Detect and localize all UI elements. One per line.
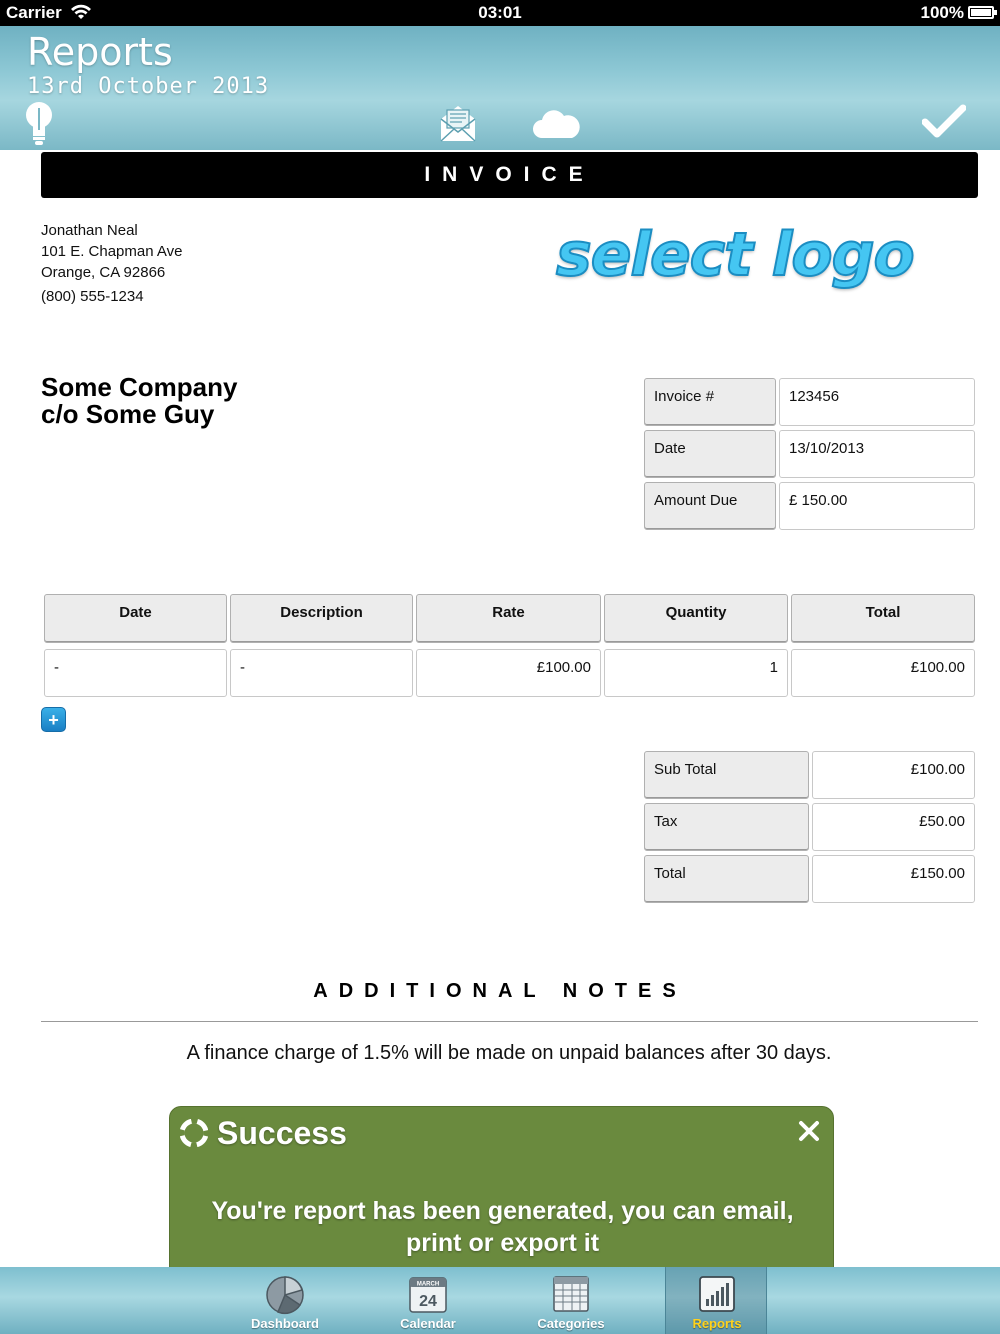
success-toast: [169, 1106, 834, 1281]
tab-dashboard-label: Dashboard: [251, 1316, 319, 1331]
toast-title: Success: [217, 1115, 347, 1151]
line-item-date[interactable]: -: [44, 649, 227, 697]
status-bar: [0, 0, 1000, 26]
total-label: Total: [644, 855, 809, 903]
calendar-icon: [407, 1273, 449, 1315]
amount-due-label: Amount Due: [644, 482, 776, 530]
page-title: Reports: [27, 30, 173, 74]
date-field[interactable]: 13/10/2013: [779, 430, 975, 478]
sender-address-line2: Orange, CA 92866: [41, 264, 166, 281]
invoice-number-field[interactable]: 123456: [779, 378, 975, 426]
notes-divider: [41, 1021, 978, 1022]
spreadsheet-icon: [550, 1273, 592, 1315]
carrier-label: Carrier: [6, 3, 62, 22]
tab-reports[interactable]: [665, 1267, 767, 1334]
calendar-icon-month: MARCH: [416, 1281, 440, 1288]
lightbulb-icon[interactable]: [22, 100, 56, 148]
tax-label: Tax: [644, 803, 809, 851]
battery-percent: 100%: [920, 3, 964, 22]
column-header-rate: Rate: [416, 594, 601, 643]
email-icon[interactable]: [438, 102, 478, 144]
column-header-date: Date: [44, 594, 227, 643]
sender-address-line1: 101 E. Chapman Ave: [41, 243, 183, 260]
column-header-total: Total: [791, 594, 975, 643]
lifebuoy-icon: [180, 1119, 208, 1147]
line-item-rate[interactable]: £100.00: [416, 649, 601, 697]
tax-value[interactable]: £50.00: [812, 803, 975, 851]
bar-chart-icon: [696, 1273, 738, 1315]
pie-chart-icon: [264, 1273, 306, 1315]
additional-notes-text[interactable]: A finance charge of 1.5% will be made on unpaid balances after 30 days.: [186, 1042, 832, 1064]
sender-name: Jonathan Neal: [41, 222, 138, 239]
recipient-contact: c/o Some Guy: [41, 399, 215, 429]
invoice-banner: INVOICE: [41, 152, 978, 198]
battery-icon: [968, 6, 994, 19]
report-date: 13rd October 2013: [27, 74, 270, 99]
sender-address: [41, 220, 183, 307]
line-item-total[interactable]: £100.00: [791, 649, 975, 697]
date-label: Date: [644, 430, 776, 478]
tab-calendar-label: Calendar: [400, 1316, 456, 1331]
additional-notes-heading: ADDITIONAL NOTES: [313, 980, 687, 1002]
recipient-company: Some Company: [41, 372, 238, 402]
select-logo-label: select logo: [556, 220, 914, 290]
line-item-quantity[interactable]: 1: [604, 649, 788, 697]
column-header-description: Description: [230, 594, 413, 643]
add-line-item-button[interactable]: +: [41, 707, 66, 732]
toast-message-line2: print or export it: [405, 1229, 600, 1257]
close-icon[interactable]: [797, 1119, 821, 1143]
select-logo-button[interactable]: [556, 218, 976, 292]
amount-due-field[interactable]: £ 150.00: [779, 482, 975, 530]
recipient: [41, 374, 238, 428]
tab-calendar[interactable]: [377, 1267, 479, 1334]
subtotal-value: £100.00: [812, 751, 975, 799]
tab-dashboard[interactable]: [234, 1267, 336, 1334]
calendar-icon-day: 24: [419, 1293, 437, 1310]
toast-message: [170, 1195, 835, 1259]
tab-reports-label: Reports: [692, 1316, 742, 1331]
column-header-quantity: Quantity: [604, 594, 788, 643]
checkmark-icon[interactable]: [922, 104, 966, 140]
invoice-number-label: Invoice #: [644, 378, 776, 426]
total-value: £150.00: [812, 855, 975, 903]
subtotal-label: Sub Total: [644, 751, 809, 799]
app-header: [0, 26, 1000, 150]
line-item-description[interactable]: -: [230, 649, 413, 697]
sender-phone: (800) 555-1234: [41, 288, 144, 305]
tab-categories-label: Categories: [537, 1316, 605, 1331]
tab-categories[interactable]: [520, 1267, 622, 1334]
toast-message-line1: You're report has been generated, you can email,: [211, 1197, 794, 1225]
tab-bar: [0, 1267, 1000, 1334]
cloud-icon[interactable]: [532, 108, 580, 140]
clock: 03:01: [478, 3, 522, 22]
